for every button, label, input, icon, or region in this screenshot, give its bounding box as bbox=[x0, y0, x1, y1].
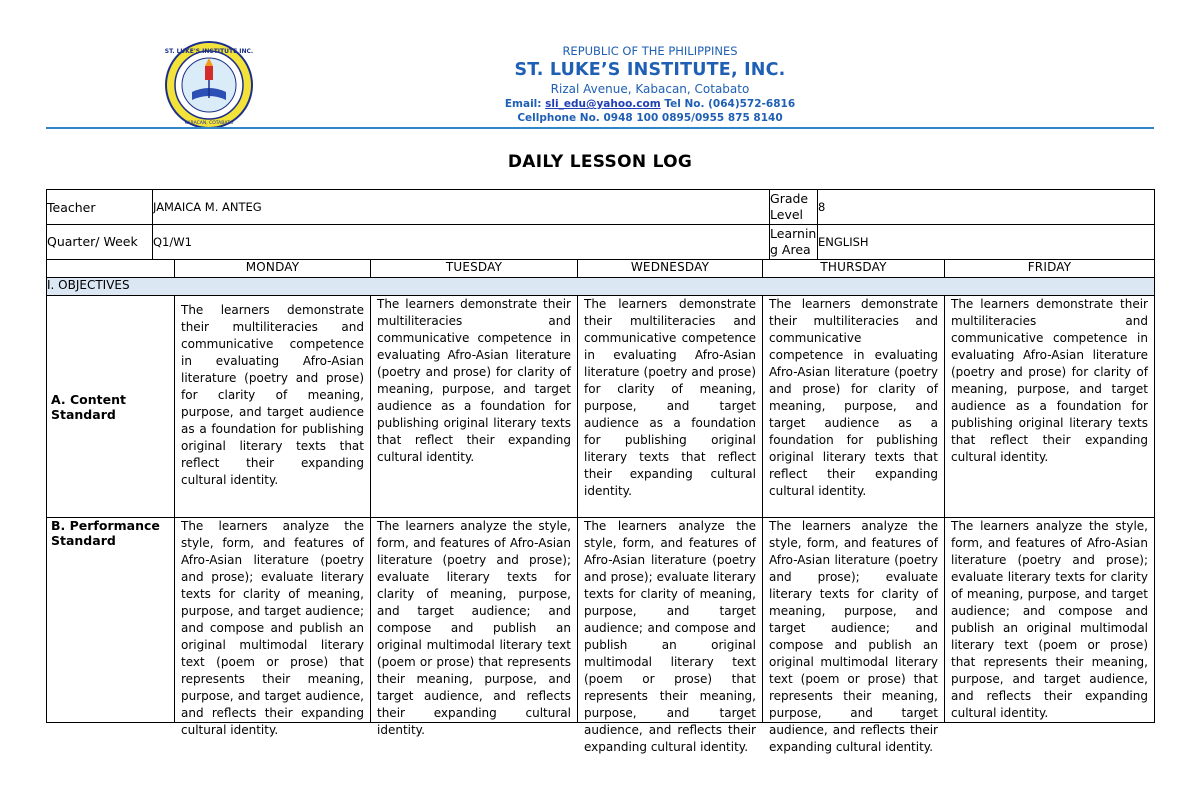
quarter-label-cell: Quarter/ Week bbox=[47, 225, 153, 260]
performance-standard-label: B. Performance Standard bbox=[47, 518, 175, 723]
teacher-value-cell: JAMAICA M. ANTEG bbox=[153, 190, 770, 225]
performance-standard-friday: The learners analyze the style, form, and features of Afro-Asian literature (poetry and prose); evaluate literary texts for clarity of meaning, purpose, and target audience; and compose and publish an original multimodal literary text (poem or prose) that represents their meaning, purpose, and target audience, and reflects their expanding cultural identity. bbox=[951, 519, 1148, 720]
header-divider bbox=[46, 127, 1154, 129]
area-label-cell: Learnin g Area bbox=[770, 225, 818, 260]
day-tuesday: TUESDAY bbox=[371, 260, 578, 278]
school-address: Rizal Avenue, Kabacan, Cotabato bbox=[550, 82, 750, 96]
tel-label: Tel No. bbox=[664, 98, 705, 110]
content-standard-label: A. Content Standard bbox=[47, 296, 175, 518]
cell-label: Cellphone No. bbox=[517, 112, 600, 124]
school-seal-logo bbox=[164, 40, 254, 130]
republic-line: REPUBLIC OF THE PHILIPPINES bbox=[562, 44, 738, 58]
performance-standard-thursday: The learners analyze the style, form, and features of Afro-Asian literature (poetry and prose); evaluate literary texts for clarity of meaning, purpose, and target audience; and compose and publish an original multimodal literary text (poem or prose) that represents their meaning, purpose, and target audience, and reflects their expanding cultural identity. bbox=[769, 519, 938, 754]
meta-row-teacher bbox=[47, 190, 1155, 225]
corner-cell bbox=[47, 260, 175, 278]
performance-standard-row bbox=[47, 518, 1155, 723]
page-title: DAILY LESSON LOG bbox=[507, 152, 693, 172]
performance-standard-wednesday: The learners analyze the style, form, and features of Afro-Asian literature (poetry and prose); evaluate literary texts for clarity of meaning, purpose, and target audience; and compose and publish an original multimodal literary text (poem or prose) that represents their meaning, purpose, and target audience, and reflects their expanding cultural identity. bbox=[584, 519, 756, 754]
seal-text-bottom: KABACAN, COTABATO bbox=[184, 121, 234, 126]
school-name: ST. LUKE’S INSTITUTE, INC. bbox=[514, 60, 786, 80]
seal-text-top: ST. LUKE'S INSTITUTE INC. bbox=[164, 48, 254, 55]
content-standard-row bbox=[47, 296, 1155, 518]
performance-standard-tuesday: The learners analyze the style, form, and features of Afro-Asian literature (poetry and prose); evaluate literary texts for clarity of meaning, purpose, and target audience; and compose and publish an original multimodal literary text (poem or prose) that represents their meaning, purpose, and target audience, and reflects their expanding cultural identity. bbox=[377, 519, 571, 737]
day-friday: FRIDAY bbox=[945, 260, 1155, 278]
school-header bbox=[400, 44, 900, 125]
cellphone-line bbox=[400, 111, 900, 125]
lesson-log-grid bbox=[46, 189, 1155, 260]
cell-number: 0948 100 0895/0955 875 8140 bbox=[603, 112, 783, 124]
tel-number: (064)572-6816 bbox=[708, 98, 796, 110]
grade-value-cell: 8 bbox=[818, 190, 1155, 225]
day-monday: MONDAY bbox=[175, 260, 371, 278]
quarter-value-cell: Q1/W1 bbox=[153, 225, 770, 260]
content-standard-thursday: The learners demonstrate their multiliteracies and communicative competence in evaluating Afro-Asian literature (poetry and prose) for clarity of meaning, purpose, and target audience as a foundation for publishing original literary texts that reflect their expanding cultural identity. bbox=[763, 296, 945, 518]
day-wednesday: WEDNESDAY bbox=[578, 260, 763, 278]
content-standard-tuesday: The learners demonstrate their multiliteracies and communicative competence in evaluating Afro-Asian literature (poetry and prose) for clarity of meaning, purpose, and target audience as a foundation for publishing original literary texts that reflect their expanding cultural identity. bbox=[371, 296, 578, 518]
email-link[interactable]: sli_edu@yahoo.com bbox=[545, 98, 661, 110]
performance-standard-monday: The learners analyze the style, form, and features of Afro-Asian literature (poetry and prose); evaluate literary texts for clarity of meaning, purpose, and target audience; and compose and publish an original multimodal literary text (poem or prose) that represents their meaning, purpose, and target audience, and reflects their expanding cultural identity. bbox=[181, 519, 364, 737]
content-standard-wednesday: The learners demonstrate their multiliteracies and communicative competence in evaluating Afro-Asian literature (poetry and prose) for clarity of meaning, purpose, and target audience as a foundation for publishing original literary texts that reflect their expanding cultural identity. bbox=[578, 296, 763, 518]
area-value-cell: ENGLISH bbox=[818, 225, 1155, 260]
content-standard-friday: The learners demonstrate their multiliteracies and communicative competence in evaluating Afro-Asian literature (poetry and prose) for clarity of meaning, purpose, and target audience as a foundation for publishing original literary texts that reflect their expanding cultural identity. bbox=[945, 296, 1155, 518]
lesson-body-table bbox=[46, 259, 1155, 754]
teacher-label-cell: Teacher bbox=[47, 190, 153, 225]
contact-line bbox=[400, 97, 900, 111]
day-header-row bbox=[47, 260, 1155, 278]
objectives-section-row bbox=[47, 278, 1155, 296]
day-thursday: THURSDAY bbox=[763, 260, 945, 278]
email-label: Email: bbox=[504, 98, 542, 110]
grade-label-cell: Grade Level bbox=[770, 190, 818, 225]
objectives-heading: I. OBJECTIVES bbox=[47, 278, 1155, 296]
meta-row-quarter bbox=[47, 225, 1155, 260]
content-standard-monday: The learners demonstrate their multiliteracies and communicative competence in evaluating Afro-Asian literature (poetry and prose) for clarity of meaning, purpose, and target audience as a foundation for publishing original literary texts that reflect their expanding cultural identity. bbox=[175, 296, 371, 518]
